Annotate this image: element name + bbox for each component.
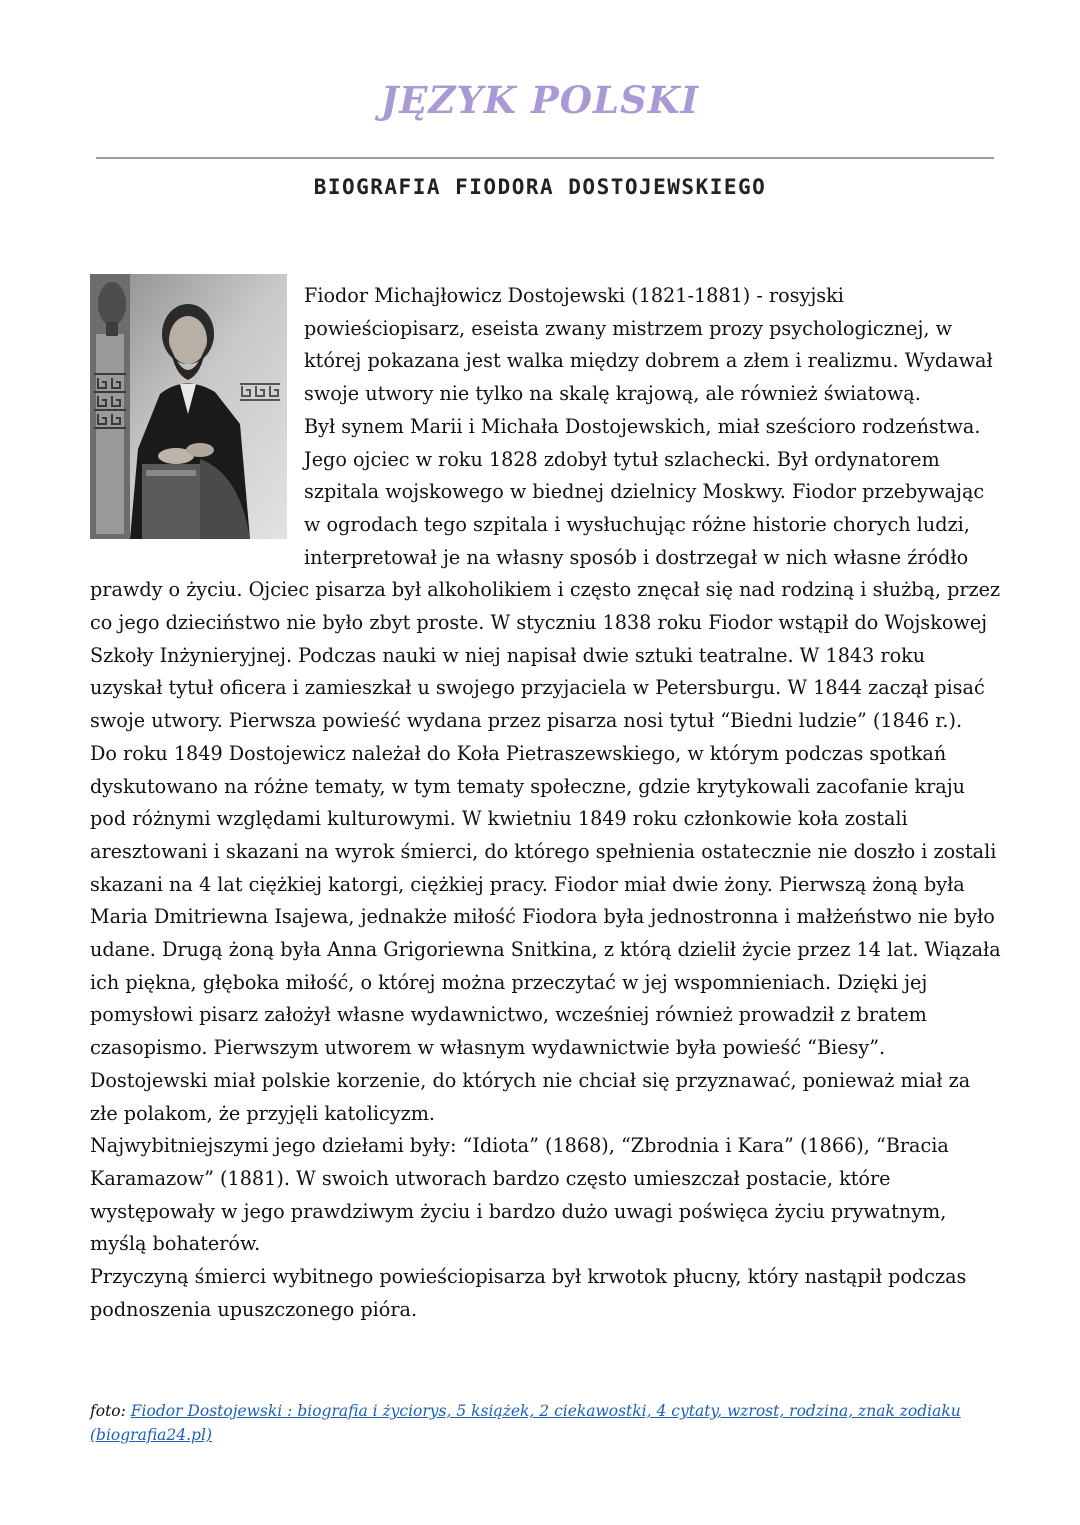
paragraph-works: Najwybitniejszymi jego dziełami były: “Idiota” (1868), “Zbrodnia i Kara” (1866), “Bracia Karamazow” (1881). W swoich utworach bardzo często umieszczał postacie, które występowały w jego prawdziwym życiu i bardzo dużo uwagi poświęca życiu prywatnym, myślą bohaterów. (90, 1134, 949, 1256)
paragraph-family: Był synem Marii i Michała Dostojewskich, miał sześcioro rodzeństwa. Jego ojciec w roku 1828 zdobył tytuł szlachecki. Był ordynatorem szpitala wojskowego w biednej dzielnicy Moskwy. Fiodor przebywając w ogrodach tego szpitala i wysłuchując różne historie chorych ludzi, interpretował je na własny sposób i dostrzegał w nich własne źródło prawdy o życiu. Ojciec pisarza był alkoholikiem i często znęcał się nad rodziną i służbą, przez co jego dzieciństwo nie było zbyt proste. W styczniu 1838 roku Fiodor wstąpił do Wojskowej Szkoły Inżynieryjnej. Podczas nauki w niej napisał dwie sztuki teatralne. W 1843 roku uzyskał tytuł oficera i zamieszkał u swojego przyjaciela w Petersburgu. W 1844 zaczął pisać swoje utwory. Pierwsza powieść wydana przez pisarza nosi tytuł “Biedni ludzie” (1846 r.). (90, 414, 1001, 733)
paragraph-adulthood: Do roku 1849 Dostojewicz należał do Koła Pietraszewskiego, w którym podczas spotkań dyskutowano na różne tematy, w tym tematy społeczne, gdzie krytykowali zacofanie kraju pod różnymi względami kulturowymi. W kwietniu 1849 roku członkowie koła zostali aresztowani i skazani na wyrok śmierci, do którego spełnienia ostatecznie nie doszło i zostali skazani na 4 lat ciężkiej katorgi, ciężkiej pracy. Fiodor miał dwie żony. Pierwszą żoną była Maria Dmitriewna Isajewa, jednakże miłość Fiodora była jednostronna i małżeństwo nie było udane. Drugą żoną była Anna Grigoriewna Snitkina, z którą dzielił życie przez 14 lat. Wiązała ich piękna, głęboka miłość, o której można przeczytać w jej wspomnieniach. Dzięki jej pomysłowi pisarz założył własne wydawnictwo, wcześniej również prowadził z bratem czasopismo. Pierwszym utworem w własnym wydawnictwie była powieść “Biesy”. Dostojewski miał polskie korzenie, do których nie chciał się przyznawać, ponieważ miał za złe polakom, że przyjęli katolicyzm. (90, 741, 1001, 1125)
page-title: JĘZYK POLSKI (380, 78, 700, 122)
document-subtitle: BIOGRAFIA FIODORA DOSTOJEWSKIEGO (313, 175, 767, 199)
paragraph-intro: Fiodor Michajłowicz Dostojewski (1821-1881) - rosyjski powieściopisarz, eseista zwany mistrzem prozy psychologicznej, w której pokazana jest walka między dobrem a złem i realizmu. Wydawał swoje utwory nie tylko na skalę krajową, ale również światową. (304, 284, 993, 406)
title-divider (96, 157, 994, 159)
photo-credit-prefix: foto: (90, 1402, 131, 1420)
biography-text (90, 280, 1002, 1327)
photo-source-link[interactable]: Fiodor Dostojewski : biografia i życiorys, 5 książek, 2 ciekawostki, 4 cytaty, wzrost, rodzina, znak zodiaku (biografia24.pl) (90, 1402, 961, 1444)
paragraph-death: Przyczyną śmierci wybitnego powieściopisarza był krwotok płucny, który nastąpił podczas podnoszenia upuszczonego pióra. (90, 1265, 967, 1321)
portrait-spacer (90, 280, 304, 562)
photo-credit (90, 1399, 970, 1447)
